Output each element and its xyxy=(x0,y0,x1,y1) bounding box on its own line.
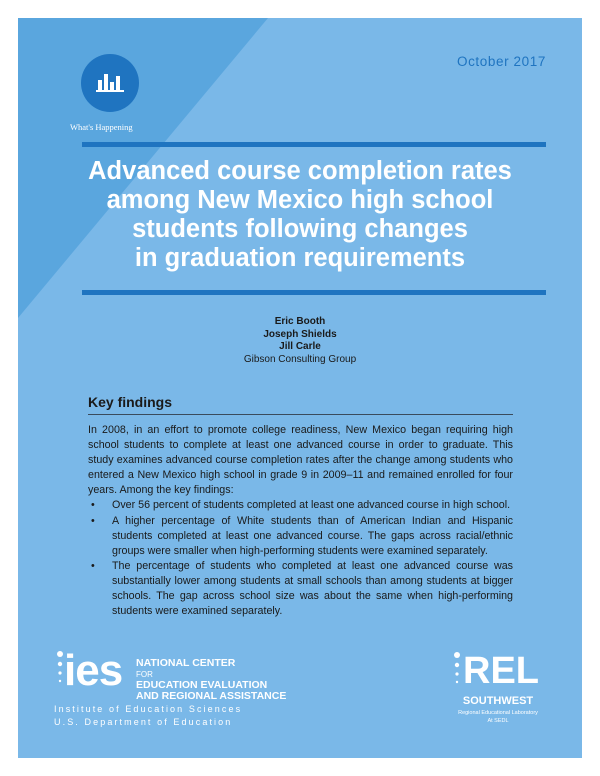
bullet-icon: • xyxy=(91,499,95,512)
finding-text: A higher percentage of White students than of American Indian and Hispanic students completed at least one advanced course. The gaps across racial/ethnic groups were smaller when high-performing students were examined separately. xyxy=(112,514,513,557)
ies-center-name xyxy=(136,658,286,702)
rel-host: At SEDL xyxy=(487,718,509,724)
author-block xyxy=(18,316,582,366)
title-line: in graduation requirements xyxy=(134,244,466,272)
author-name: Eric Booth xyxy=(274,316,326,327)
key-findings-list xyxy=(88,498,513,619)
finding-item xyxy=(88,498,513,513)
ies-logo xyxy=(54,646,294,726)
ies-name-line: AND REGIONAL ASSISTANCE xyxy=(136,690,287,702)
series-name: What's Happening xyxy=(70,122,133,132)
publication-date: October 2017 xyxy=(456,54,546,69)
author-name: Joseph Shields xyxy=(263,328,337,340)
finding-item xyxy=(88,514,513,559)
bar-chart-icon xyxy=(81,54,139,112)
bullet-icon: • xyxy=(91,559,95,572)
key-findings-heading: Key findings xyxy=(88,394,173,410)
author-name: Jill Carle xyxy=(279,341,321,352)
rel-wordmark: REL xyxy=(463,650,539,692)
finding-text: Over 56 percent of students completed at least one advanced course in high school. xyxy=(112,499,511,512)
rel-subtitle: Regional Educational Laboratory xyxy=(458,710,538,716)
key-findings-body xyxy=(88,423,513,619)
ies-name-line: NATIONAL CENTER FOR xyxy=(136,657,236,679)
key-findings-intro: In 2008, in an effort to promote college readiness, New Mexico began requiring high school students to complete at least one advanced course in order to graduate. This study examines advanced course completion rates after the change among students who entered a New Mexico high school in grade 9 in 2009–11 and remained enrolled for four years. Among the key findings: xyxy=(88,424,513,497)
title-top-rule xyxy=(82,142,546,147)
report-title xyxy=(58,157,542,273)
ies-wordmark: ies xyxy=(64,646,123,695)
rel-dots-icon xyxy=(445,648,465,694)
finding-item xyxy=(88,559,513,619)
bullet-icon: • xyxy=(91,514,95,527)
title-line: among New Mexico high school xyxy=(106,186,494,214)
finding-text: The percentage of students who completed at least one advanced course was substantially lower among students at small schools than among students at bigger schools. The gap across school size was about the same when high-performing students were examined separately. xyxy=(112,559,513,618)
ies-department: U.S. Department of Education xyxy=(54,717,233,727)
title-bottom-rule xyxy=(82,290,546,295)
report-cover xyxy=(18,18,582,758)
author-organization: Gibson Consulting Group xyxy=(243,353,357,365)
title-line: Advanced course completion rates xyxy=(88,157,512,185)
title-line: students following changes xyxy=(132,215,468,243)
ies-institute: Institute of Education Sciences xyxy=(54,704,243,714)
rel-southwest-logo xyxy=(443,648,553,738)
key-findings-divider xyxy=(88,414,513,415)
rel-region: SOUTHWEST xyxy=(462,695,534,707)
ies-name-line: EDUCATION EVALUATION xyxy=(136,679,268,691)
